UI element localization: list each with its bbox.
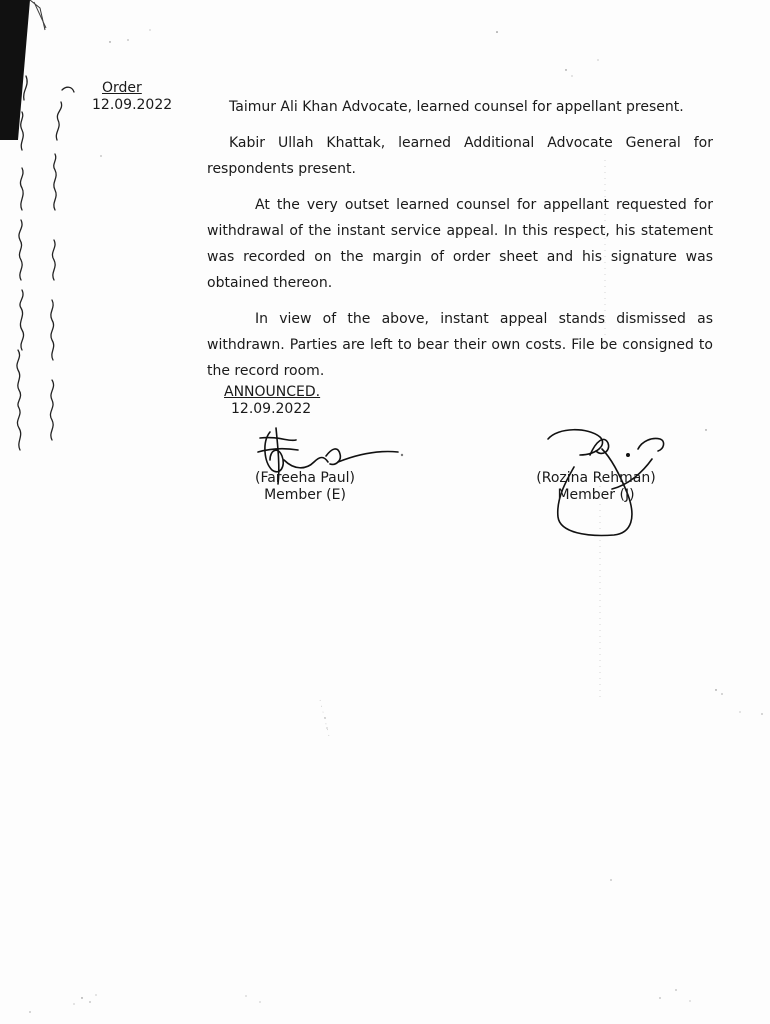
member-name: (Rozina Rehman) — [536, 470, 656, 486]
paragraph-withdrawal-request: At the very outset learned counsel for appellant requested for withdrawal of the instant service appeal. In this respect, his statement was recorded on the margin of order sheet and his signature was obtained thereon. — [207, 197, 713, 291]
announced-label: ANNOUNCED. — [224, 384, 321, 400]
order-body — [207, 94, 713, 394]
announced-block — [224, 384, 320, 418]
announced-date: 12.09.2022 — [231, 401, 312, 417]
member-role: Member (E) — [264, 487, 346, 503]
member-right — [526, 470, 666, 504]
member-left — [240, 470, 370, 504]
member-role: Member (J) — [557, 487, 635, 503]
handwritten-margin-note — [0, 60, 80, 460]
paragraph-dismissal: In view of the above, instant appeal stands dismissed as withdrawn. Parties are left to bear their own costs. File be consigned to the record room. — [207, 311, 713, 379]
order-heading — [92, 80, 172, 114]
member-name: (Fareeha Paul) — [254, 470, 355, 486]
order-label: Order — [102, 80, 142, 96]
paragraph-respondents-counsel: Kabir Ullah Khattak, learned Additional Advocate General for respondents present. — [207, 135, 713, 177]
order-date: 12.09.2022 — [92, 97, 173, 113]
paragraph-appellant-counsel: Taimur Ali Khan Advocate, learned counsel for appellant present. — [229, 99, 684, 115]
